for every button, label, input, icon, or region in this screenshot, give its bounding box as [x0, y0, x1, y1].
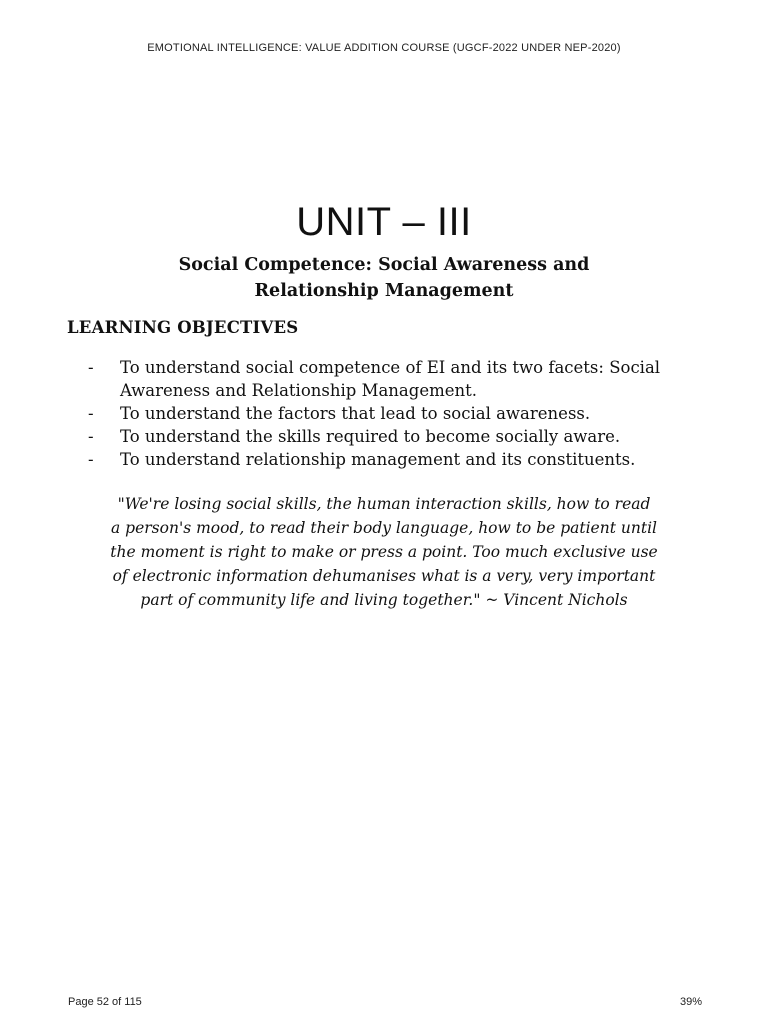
objective-item	[84, 448, 724, 471]
objective-text: To understand relationship management and its constituents.	[120, 450, 636, 469]
objectives-list	[84, 356, 724, 471]
epigraph-quote	[40, 492, 728, 612]
quote-line: of electronic information dehumanises what is a very, very important	[112, 567, 656, 585]
objectives-heading: LEARNING OBJECTIVES	[67, 318, 299, 337]
running-header: EMOTIONAL INTELLIGENCE: VALUE ADDITION COURSE (UGCF-2022 UNDER NEP-2020)	[147, 42, 621, 54]
quote-line: the moment is right to make or press a point. Too much exclusive use	[110, 543, 658, 561]
dash-bullet: -	[88, 404, 94, 423]
objective-item	[84, 356, 724, 402]
dash-bullet: -	[88, 427, 94, 446]
objective-text: To understand social competence of EI and its two facets: Social Awareness and Relationship Management.	[120, 358, 661, 400]
quote-line: "We're losing social skills, the human interaction skills, how to read	[117, 495, 651, 513]
page-number: Page 52 of 115	[68, 996, 142, 1008]
unit-title: UNIT – III	[296, 200, 472, 244]
objective-text: To understand the skills required to become socially aware.	[120, 427, 621, 446]
unit-subtitle-line-1: Social Competence: Social Awareness and	[178, 255, 590, 275]
dash-bullet: -	[88, 358, 94, 377]
dash-bullet: -	[88, 450, 94, 469]
quote-line: part of community life and living together." ~ Vincent Nichols	[140, 591, 628, 609]
unit-subtitle	[0, 252, 768, 304]
objective-item	[84, 425, 724, 448]
quote-line: a person's mood, to read their body language, how to be patient until	[111, 519, 657, 537]
objective-text: To understand the factors that lead to social awareness.	[120, 404, 591, 423]
objective-item	[84, 402, 724, 425]
reading-progress: 39%	[679, 996, 702, 1008]
unit-subtitle-line-2: Relationship Management	[254, 281, 514, 301]
